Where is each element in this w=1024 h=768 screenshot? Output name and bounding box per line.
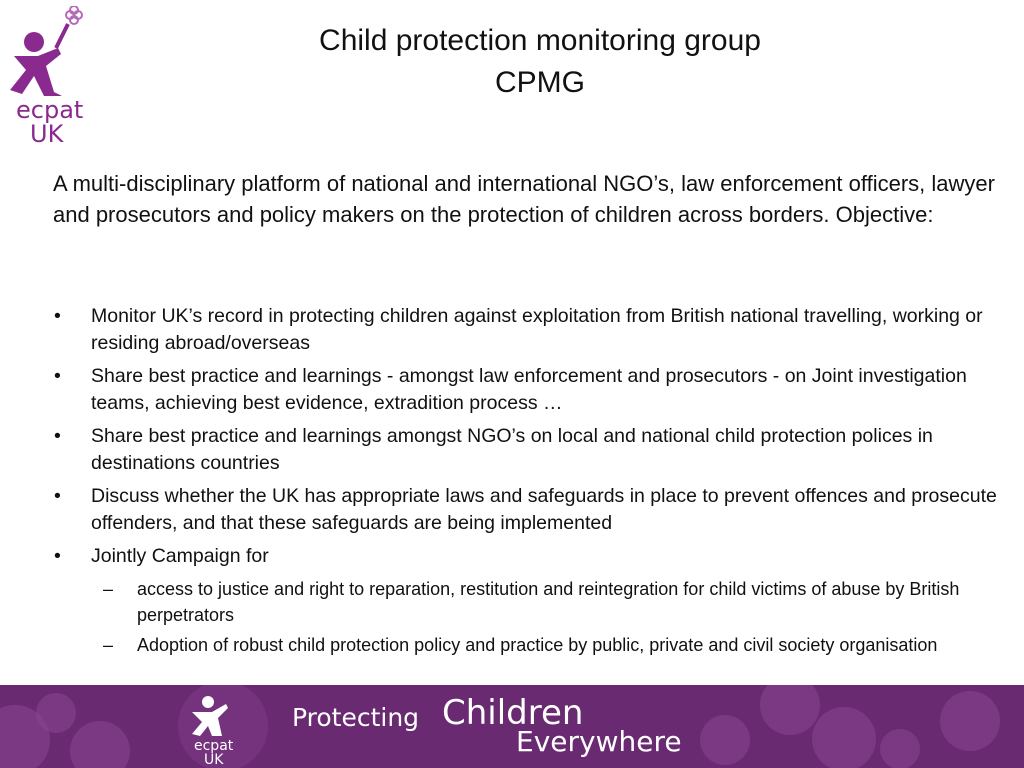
ecpat-uk-logo-footer	[188, 688, 254, 766]
list-item-text: Share best practice and learnings amongst NGO’s on local and national child protection polices in destinations countries	[91, 425, 933, 474]
list-item	[53, 483, 1013, 537]
list-item	[53, 543, 1013, 570]
sub-list-item	[53, 576, 1013, 628]
footer-banner	[0, 685, 1024, 768]
decorative-circle	[940, 691, 1000, 751]
list-item-text: Share best practice and learnings - amongst law enforcement and prosecutors - on Joint investigation teams, achieving best evidence, extradition process …	[91, 365, 967, 414]
footer-slogan-everywhere: Everywhere	[516, 725, 682, 758]
sub-list-item-text: access to justice and right to reparation, restitution and reintegration for child victims of abuse by British perpetrators	[137, 579, 960, 625]
logo-ecpat-text: ecpat	[16, 96, 84, 124]
sub-list-item	[53, 632, 1013, 658]
list-item	[53, 363, 1013, 417]
decorative-circle	[880, 729, 920, 768]
dash-marker: –	[103, 635, 114, 655]
footer-logo-uk-text: UK	[204, 752, 224, 766]
list-item-text: Discuss whether the UK has appropriate laws and safeguards in place to prevent offences and prosecute offenders, and that these safeguards are being implemented	[91, 485, 997, 534]
footer-slogan-children: Children	[442, 693, 584, 733]
decorative-circle	[700, 715, 750, 765]
decorative-circle	[760, 685, 820, 735]
page-title: Child protection monitoring group	[319, 24, 761, 57]
list-item	[53, 303, 1013, 357]
list-item-text: Monitor UK’s record in protecting children against exploitation from British national travelling, working or residing abroad/overseas	[91, 305, 983, 354]
dash-marker: –	[103, 579, 114, 599]
bullet-marker: •	[54, 305, 61, 327]
sub-list-item-text: Adoption of robust child protection policy and practice by public, private and civil society organisation	[137, 635, 938, 655]
logo-uk-text: UK	[30, 120, 64, 146]
footer-slogan-protecting: Protecting	[292, 703, 420, 732]
flower-icon	[66, 6, 82, 24]
bullet-marker: •	[54, 485, 61, 507]
bullet-marker: •	[54, 365, 61, 387]
decorative-circle	[36, 693, 76, 733]
list-item	[53, 423, 1013, 477]
ecpat-uk-logo	[6, 6, 106, 146]
objectives-list	[53, 303, 1013, 662]
footer-logo-ecpat-text: ecpat	[194, 738, 234, 754]
child-head-icon	[24, 32, 44, 52]
list-item-text: Jointly Campaign for	[91, 545, 269, 567]
bullet-marker: •	[54, 425, 61, 447]
decorative-circle	[812, 707, 876, 768]
intro-paragraph: A multi-disciplinary platform of national and international NGO’s, law enforcement officers, lawyer and prosecutors and policy makers on the protection of children across borders. Objective:	[53, 171, 995, 227]
bullet-marker: •	[54, 545, 61, 567]
page-subtitle: CPMG	[495, 66, 585, 99]
decorative-circle	[70, 721, 130, 768]
